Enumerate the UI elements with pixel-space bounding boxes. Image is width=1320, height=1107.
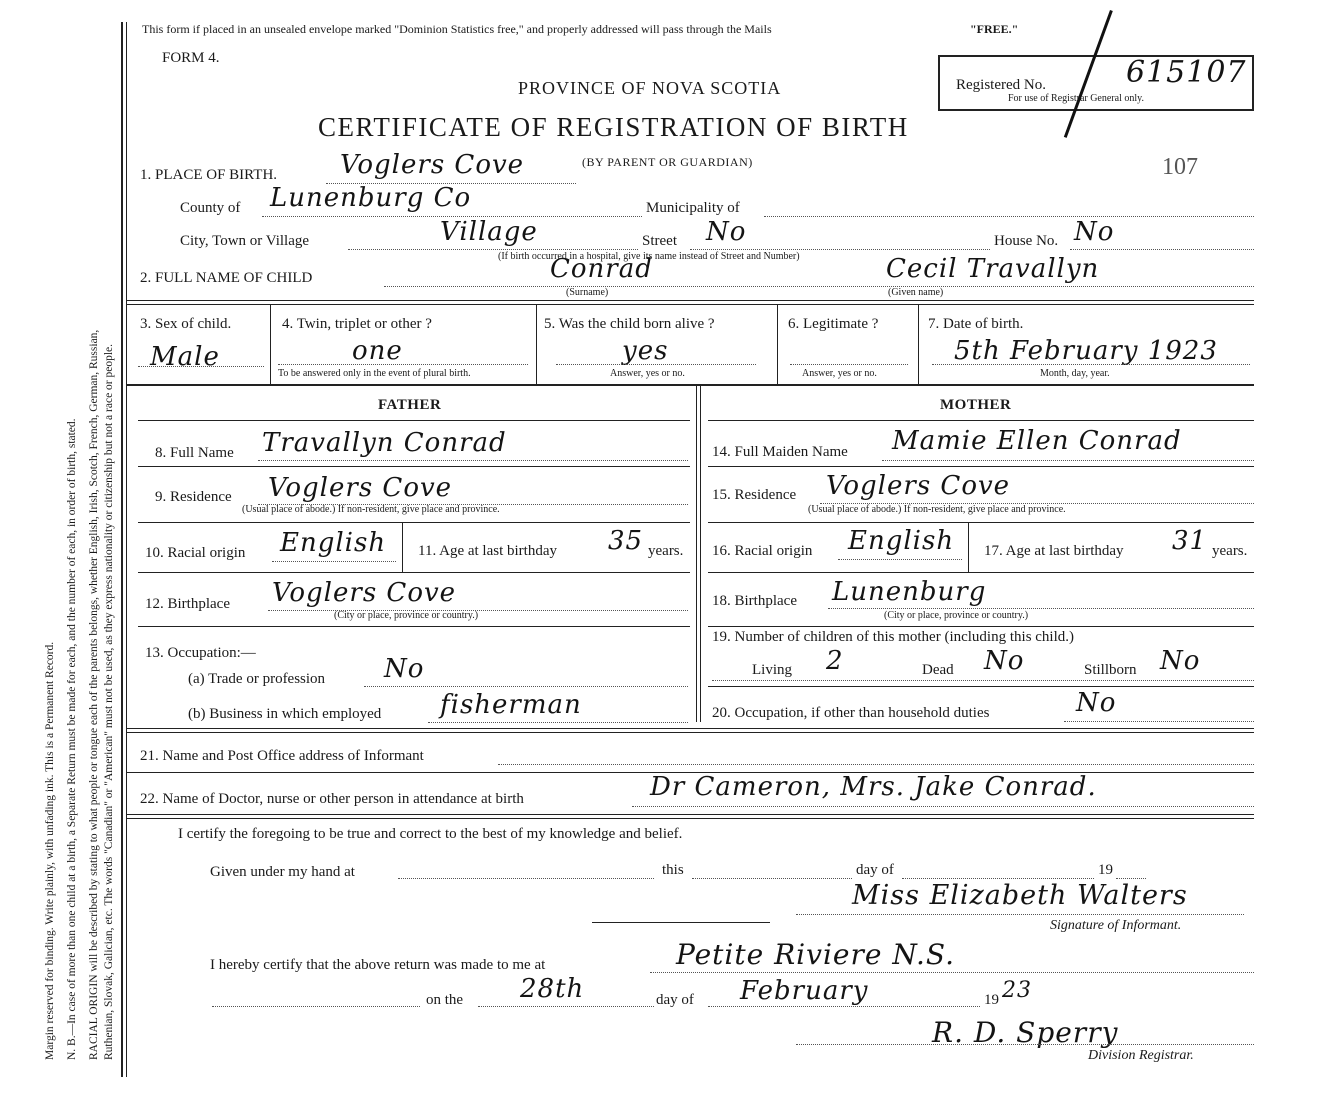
mother-birthplace-value: Lunenburg: [832, 577, 987, 607]
business-value: fisherman: [440, 690, 582, 720]
mail-free: "FREE.": [970, 22, 1019, 36]
form-number: FORM 4.: [162, 50, 220, 66]
mother-residence-note: (Usual place of abode.) If non-resident, give place and province.: [808, 504, 1066, 515]
registrar-caption: Division Registrar.: [1088, 1048, 1194, 1063]
father-residence-note: (Usual place of abode.) If non-resident, give place and province.: [242, 504, 500, 515]
margin-note-nb: N. B.—In case of more than one child at a birth, a Separate Return must be made for each, and the number of each, in order of birth, stated.: [66, 418, 78, 1060]
registrar-signature: R. D. Sperry: [932, 1016, 1119, 1049]
alive-note: Answer, yes or no.: [610, 368, 685, 379]
day-of-label: day of: [856, 862, 894, 878]
mother-residence-label: 15. Residence: [712, 487, 797, 503]
child-given-name: Cecil Travallyn: [886, 254, 1100, 284]
living-label: Living: [752, 662, 792, 678]
father-residence-value: Voglers Cove: [268, 473, 453, 503]
mother-name-value: Mamie Ellen Conrad: [892, 426, 1182, 456]
place-label: 1. PLACE OF BIRTH.: [140, 167, 278, 183]
month-value: February: [740, 976, 869, 1006]
legitimate-label: 6. Legitimate ?: [788, 316, 879, 332]
child-name-label: 2. FULL NAME OF CHILD: [140, 270, 313, 286]
year-value: 23: [1002, 978, 1032, 1003]
twin-label: 4. Twin, triplet or other ?: [282, 316, 432, 332]
informant-label: 21. Name and Post Office address of Informant: [140, 748, 424, 764]
sex-value: Male: [150, 342, 220, 372]
month-label: day of: [656, 992, 694, 1008]
trade-value: No: [384, 654, 425, 684]
margin-note-racial-2: Ruthenian, Slovak, Galician, etc. The words "Canadian" or "American" must not be used, as they express nationality or citizenship but not a race or people.: [103, 343, 115, 1060]
father-name-label: 8. Full Name: [155, 445, 234, 461]
left-border-outer: [121, 22, 123, 1077]
return-label: I hereby certify that the above return was made to me at: [210, 957, 546, 973]
father-age-value: 35: [608, 526, 644, 556]
hospital-note: (If birth occurred in a hospital, give its name instead of Street and Number): [498, 251, 800, 262]
mother-occupation-value: No: [1076, 688, 1117, 718]
registrar-general-note: For use of Registrar General only.: [1008, 93, 1144, 104]
given-name-caption: (Given name): [888, 287, 944, 298]
registered-no-label: Registered No.: [956, 77, 1046, 93]
father-birthplace-note: (City or place, province or country.): [334, 610, 479, 621]
county-label: County of: [180, 200, 241, 216]
year-label: 19: [984, 992, 999, 1008]
city-value: Village: [440, 217, 538, 247]
separator-rule: [592, 922, 770, 923]
mother-age-value: 31: [1172, 526, 1208, 556]
surname-caption: (Surname): [566, 287, 609, 298]
mother-occupation-label: 20. Occupation, if other than household duties: [712, 705, 990, 721]
stillborn-value: No: [1160, 646, 1201, 676]
county-value: Lunenburg Co: [270, 183, 472, 213]
child-surname: Conrad: [550, 254, 653, 284]
mother-race-value: English: [848, 526, 955, 556]
children-count-label: 19. Number of children of this mother (including this child.): [712, 629, 1075, 645]
on-the-value: 28th: [520, 974, 585, 1004]
house-value: No: [1074, 217, 1115, 247]
mother-age-label: 17. Age at last birthday: [984, 543, 1124, 559]
left-border-inner: [126, 22, 127, 1077]
father-age-label: 11. Age at last birthday: [418, 543, 557, 559]
mother-name-label: 14. Full Maiden Name: [712, 444, 848, 460]
trade-label: (a) Trade or profession: [188, 671, 326, 687]
municipality-label: Municipality of: [646, 200, 740, 216]
dead-value: No: [984, 646, 1025, 676]
mother-heading: MOTHER: [940, 397, 1012, 413]
return-place: Petite Riviere N.S.: [676, 938, 956, 971]
registration-box: [938, 55, 1254, 111]
certify-statement: I certify the foregoing to be true and correct to the best of my knowledge and belief.: [178, 826, 683, 842]
father-name-value: Travallyn Conrad: [262, 428, 507, 458]
father-age-years: years.: [648, 543, 684, 559]
dob-value: 5th February 1923: [954, 336, 1218, 366]
given-under-label: Given under my hand at: [210, 864, 355, 880]
mother-birthplace-note: (City or place, province or country.): [884, 610, 1029, 621]
mother-age-years: years.: [1212, 543, 1248, 559]
mother-residence-value: Voglers Cove: [826, 471, 1011, 501]
doctor-label: 22. Name of Doctor, nurse or other person in attendance at birth: [140, 791, 524, 807]
alive-label: 5. Was the child born alive ?: [544, 316, 715, 332]
stillborn-label: Stillborn: [1084, 662, 1137, 678]
registered-no-value: 615107: [1126, 55, 1247, 90]
street-label: Street: [642, 233, 677, 249]
twin-note: To be answered only in the event of plural birth.: [278, 368, 471, 379]
occupation-label: 13. Occupation:—: [145, 645, 256, 661]
mother-birthplace-label: 18. Birthplace: [712, 593, 797, 609]
margin-note-racial-1: RACIAL ORIGIN will be described by stating to what people or tongue each of the parents belongs, whether English, Irish, Scotch, French, German, Russian,: [88, 329, 100, 1060]
dob-label: 7. Date of birth.: [928, 316, 1024, 332]
on-the-label: on the: [426, 992, 464, 1008]
dead-label: Dead: [922, 662, 954, 678]
dob-note: Month, day, year.: [1040, 368, 1110, 379]
certificate-title: CERTIFICATE OF REGISTRATION OF BIRTH: [318, 112, 909, 142]
informant-signature-caption: Signature of Informant.: [1050, 918, 1182, 933]
stamp-number: 107: [1162, 154, 1198, 180]
city-label: City, Town or Village: [180, 233, 310, 249]
living-value: 2: [826, 646, 844, 676]
mother-race-label: 16. Racial origin: [712, 543, 813, 559]
father-race-label: 10. Racial origin: [145, 545, 246, 561]
father-residence-label: 9. Residence: [155, 489, 232, 505]
house-label: House No.: [994, 233, 1059, 249]
twin-value: one: [352, 336, 403, 366]
business-label: (b) Business in which employed: [188, 706, 382, 722]
alive-value: yes: [622, 336, 669, 366]
place-value: Voglers Cove: [340, 150, 525, 180]
doctor-value: Dr Cameron, Mrs. Jake Conrad.: [650, 772, 1097, 802]
province-heading: PROVINCE OF NOVA SCOTIA: [518, 78, 782, 98]
father-race-value: English: [280, 528, 387, 558]
this-label: this: [662, 862, 684, 878]
margin-note-binding: Margin reserved for binding. Write plainly, with unfading ink. This is a Permanent Record.: [44, 641, 56, 1060]
father-heading: FATHER: [378, 397, 442, 413]
father-birthplace-value: Voglers Cove: [272, 578, 457, 608]
legitimate-note: Answer, yes or no.: [802, 368, 877, 379]
mail-note: This form if placed in an unsealed envelope marked "Dominion Statistics free," and properly addressed will pass through the Mails: [142, 22, 772, 36]
sex-label: 3. Sex of child.: [140, 316, 232, 332]
certificate-subtitle: (BY PARENT OR GUARDIAN): [582, 155, 753, 169]
father-birthplace-label: 12. Birthplace: [145, 596, 230, 612]
year-prefix: 19: [1098, 862, 1113, 878]
informant-signature: Miss Elizabeth Walters: [852, 880, 1188, 911]
street-value: No: [706, 217, 747, 247]
